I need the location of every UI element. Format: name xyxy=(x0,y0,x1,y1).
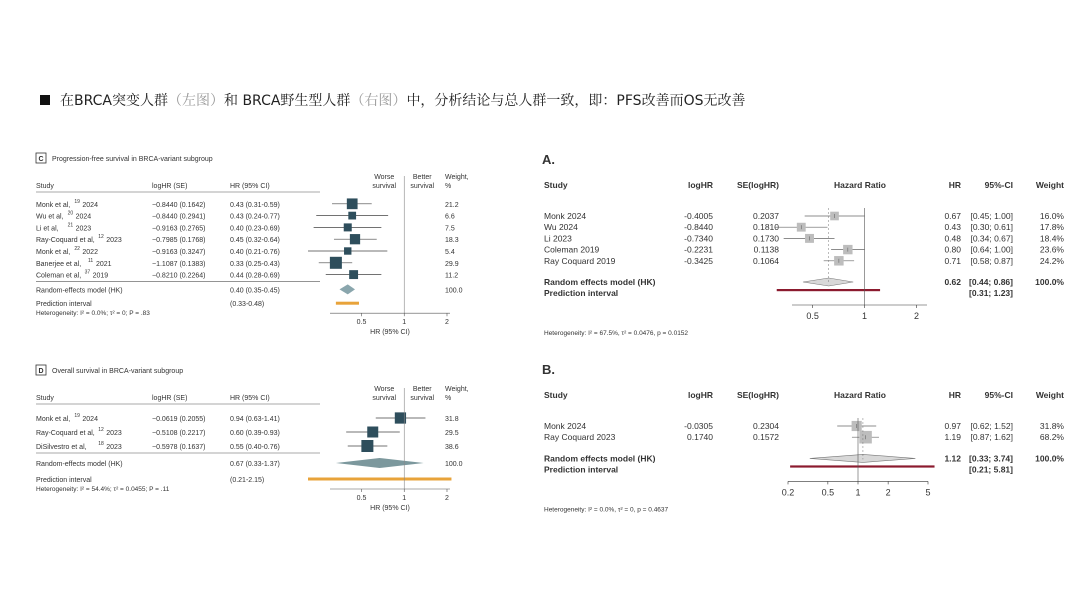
study-name-0: Monk 2024 xyxy=(544,211,587,221)
x-tick-label-1: 1 xyxy=(402,495,407,502)
x-tick-label-0: 0.5 xyxy=(356,319,367,327)
study-sup-0: 19 xyxy=(74,413,80,419)
col-loghr-se: logHR (SE) xyxy=(152,183,188,190)
x-tick-label-1: 0.5 xyxy=(821,487,835,498)
random-diamond xyxy=(810,454,916,462)
study-loghr-1: -0.8440 xyxy=(684,222,713,233)
random-hr: 0.40 (0.35-0.45) xyxy=(230,287,280,295)
study-ci-4: [0.58; 0.87] xyxy=(970,255,1013,266)
study-marker-4 xyxy=(344,247,351,254)
study-se-3: 0.1138 xyxy=(753,244,779,255)
study-hr-1: 1.19 xyxy=(944,432,961,443)
study-loghr-0: -0.4005 xyxy=(684,211,713,221)
col-hr-ci: HR (95% CI) xyxy=(230,183,270,190)
random-weight: 100.0 xyxy=(445,461,463,468)
study-ci-1: [0.87; 1.62] xyxy=(970,432,1013,443)
study-sup-0: 19 xyxy=(74,198,80,205)
slide-heading xyxy=(40,90,745,110)
forest-plot-b xyxy=(538,360,1068,520)
study-est-1: −0.8440 (0.2941) xyxy=(152,213,206,221)
random-label: Random-effects model (HK) xyxy=(36,287,123,295)
study-se-0: 0.2304 xyxy=(753,421,779,431)
col-weight: Weight xyxy=(1035,180,1064,190)
study-hr-6: 0.44 (0.28-0.69) xyxy=(230,272,280,280)
x-tick-label-1: 1 xyxy=(862,311,868,321)
prediction-ci: [0.21; 5.81] xyxy=(969,464,1013,475)
study-est-0: −0.0619 (0.2055) xyxy=(152,416,206,423)
col-weight-1: % xyxy=(445,395,452,402)
study-est-5: −1.1087 (0.1383) xyxy=(152,260,206,268)
study-weight-2: 7.5 xyxy=(445,225,455,233)
col-se: SE(logHR) xyxy=(736,390,779,400)
study-hr-3: 0.80 xyxy=(944,244,961,255)
study-weight-3: 23.6% xyxy=(1039,244,1064,255)
study-est-6: −0.8210 (0.2264) xyxy=(152,272,206,280)
prediction-bar xyxy=(336,302,359,305)
study-name-4: Ray Coquard 2019 xyxy=(544,255,616,266)
col-worse-0: Worse xyxy=(374,386,395,393)
prediction-label: Prediction interval xyxy=(36,301,92,309)
col-weight-0: Weight, xyxy=(445,386,469,393)
panel-label: B. xyxy=(542,362,555,377)
study-hr-3: 0.45 (0.32-0.64) xyxy=(230,237,280,245)
study-loghr-1: 0.1740 xyxy=(687,432,713,443)
study-weight-0: 31.8 xyxy=(445,416,459,423)
x-tick-label-1: 1 xyxy=(402,319,407,327)
study-name-2: Li et al, xyxy=(36,225,59,233)
col-worse-0: Worse xyxy=(374,174,395,181)
study-weight-4: 5.4 xyxy=(445,249,455,256)
study-year-1: 2023 xyxy=(106,430,122,437)
study-sup-2: 18 xyxy=(98,441,104,447)
x-tick-label-2: 2 xyxy=(445,495,449,502)
study-name-1: Wu et al, xyxy=(36,213,64,221)
study-est-4: −0.9163 (0.3247) xyxy=(152,249,206,256)
study-ci-1: [0.30; 0.61] xyxy=(970,222,1013,233)
study-hr-0: 0.43 (0.31-0.59) xyxy=(230,201,280,209)
col-loghr: logHR xyxy=(687,180,713,190)
col-hazard-ratio: Hazard Ratio xyxy=(834,390,886,400)
study-name-4: Monk et al, xyxy=(36,249,71,256)
study-ci-3: [0.64; 1.00] xyxy=(970,244,1013,255)
col-ci: 95%-CI xyxy=(984,180,1013,190)
panel-label: D xyxy=(38,368,44,375)
heterogeneity: Heterogeneity: I² = 0.0%; τ² = 0; P = .83 xyxy=(36,310,150,318)
study-year-2: 2023 xyxy=(106,444,122,451)
study-sup-1: 20 xyxy=(67,210,74,217)
forest-plot-c-pfs xyxy=(30,150,485,355)
study-se-2: 0.1730 xyxy=(753,233,779,244)
random-weight: 100.0 xyxy=(445,287,463,295)
study-marker-2 xyxy=(361,440,373,452)
study-hr-4: 0.40 (0.21-0.76) xyxy=(230,249,280,256)
study-est-1: −0.5108 (0.2217) xyxy=(152,430,206,437)
study-weight-5: 29.9 xyxy=(445,260,459,268)
heading-part-5: 中，分析结论与总人群一致，即：PFS改善而OS无改善 xyxy=(406,93,746,109)
panel-label: A. xyxy=(542,152,555,167)
col-worse-1: survival xyxy=(372,183,397,190)
x-tick-label-2: 2 xyxy=(914,311,920,321)
random-weight: 100.0% xyxy=(1035,453,1064,464)
col-worse-1: survival xyxy=(372,395,397,402)
col-hr: HR xyxy=(948,180,961,190)
study-weight-1: 68.2% xyxy=(1039,432,1064,443)
col-study: Study xyxy=(36,395,54,402)
forest-plot-a xyxy=(538,150,1068,355)
study-hr-0: 0.67 xyxy=(944,211,961,221)
study-ci-0: [0.62; 1.52] xyxy=(970,421,1013,431)
random-weight: 100.0% xyxy=(1035,277,1064,287)
study-se-4: 0.1064 xyxy=(753,255,779,266)
panel-label: C xyxy=(38,156,44,163)
col-study: Study xyxy=(36,183,54,190)
study-year-3: 2023 xyxy=(106,237,122,245)
study-hr-1: 0.43 (0.24-0.77) xyxy=(230,213,280,221)
study-hr-2: 0.48 xyxy=(944,233,961,244)
x-axis-label: HR (95% CI) xyxy=(370,329,410,337)
study-name-3: Ray-Coquard et al, xyxy=(36,237,95,245)
random-hr: 0.67 (0.33-1.37) xyxy=(230,461,280,468)
col-better-1: survival xyxy=(410,395,435,402)
col-better-0: Better xyxy=(412,386,432,393)
study-weight-3: 18.3 xyxy=(445,237,459,245)
study-marker-0 xyxy=(347,198,358,209)
study-name-5: Banerjee et al, xyxy=(36,260,82,268)
col-loghr: logHR xyxy=(687,390,713,400)
prediction-label: Prediction interval xyxy=(544,464,619,475)
study-marker-2 xyxy=(344,223,352,231)
study-weight-0: 16.0% xyxy=(1039,211,1064,221)
study-est-2: −0.9163 (0.2765) xyxy=(152,225,206,233)
col-weight-1: % xyxy=(445,183,452,190)
study-sup-6: 37 xyxy=(84,269,91,276)
study-weight-0: 21.2 xyxy=(445,201,459,209)
x-tick-label-3: 2 xyxy=(885,487,891,498)
study-name-3: Coleman 2019 xyxy=(544,244,600,255)
study-weight-2: 18.4% xyxy=(1039,233,1064,244)
study-weight-4: 24.2% xyxy=(1039,255,1064,266)
study-year-1: 2024 xyxy=(75,213,92,221)
col-se: SE(logHR) xyxy=(736,180,779,190)
study-hr-1: 0.43 xyxy=(944,222,961,233)
random-hr: 0.62 xyxy=(944,277,961,287)
study-weight-6: 11.2 xyxy=(445,272,459,280)
col-weight-0: Weight, xyxy=(445,174,469,181)
study-se-1: 0.1572 xyxy=(753,432,779,443)
study-sup-4: 22 xyxy=(74,246,80,252)
col-hr: HR xyxy=(948,390,961,400)
heading-part-1: 在BRCA突变人群 xyxy=(60,93,168,109)
col-study: Study xyxy=(544,390,568,400)
col-better-1: survival xyxy=(410,183,435,190)
x-tick-label-2: 2 xyxy=(445,319,449,327)
study-weight-1: 29.5 xyxy=(445,430,459,437)
random-hr: 1.12 xyxy=(944,453,961,464)
study-marker-3 xyxy=(350,234,360,244)
study-name-1: Wu 2024 xyxy=(544,222,578,233)
study-weight-0: 31.8% xyxy=(1039,421,1064,431)
study-hr-2: 0.55 (0.40-0.76) xyxy=(230,444,280,451)
study-year-2: 2023 xyxy=(75,225,92,233)
study-name-6: Coleman et al, xyxy=(36,272,82,280)
study-loghr-2: -0.7340 xyxy=(684,233,713,244)
study-name-1: Ray-Coquard et al, xyxy=(36,430,95,437)
heterogeneity: Heterogeneity: I² = 0.0%, τ² = 0, p = 0.4637 xyxy=(544,506,669,514)
study-marker-1 xyxy=(367,427,378,438)
col-ci: 95%-CI xyxy=(984,390,1013,400)
study-name-1: Ray Coquard 2023 xyxy=(544,432,616,443)
study-name-0: Monk 2024 xyxy=(544,421,587,431)
x-tick-label-0: 0.5 xyxy=(356,495,367,502)
prediction-ci: [0.31; 1.23] xyxy=(969,288,1013,298)
prediction-bar xyxy=(790,465,934,467)
study-loghr-0: -0.0305 xyxy=(684,421,713,431)
study-weight-1: 6.6 xyxy=(445,213,455,221)
random-diamond xyxy=(336,458,424,468)
study-hr-0: 0.97 xyxy=(944,421,961,431)
heterogeneity: Heterogeneity: I² = 67.5%, τ² = 0.0476, p = 0.0152 xyxy=(544,330,689,337)
study-year-0: 2024 xyxy=(82,416,98,423)
random-label: Random-effects model (HK) xyxy=(36,461,123,468)
study-se-0: 0.2037 xyxy=(753,211,779,221)
study-year-5: 2021 xyxy=(96,260,112,268)
heterogeneity: Heterogeneity: I² = 54.4%; τ² = 0.0455; P = .11 xyxy=(36,486,170,493)
study-marker-1 xyxy=(348,212,356,220)
heading-part-3: 和 BRCA野生型人群 xyxy=(224,93,351,109)
study-name-2: Li 2023 xyxy=(544,233,572,244)
study-sup-5: 11 xyxy=(88,257,94,264)
x-tick-label-0: 0.5 xyxy=(806,311,819,321)
heading-part-2: （左图） xyxy=(168,93,224,109)
prediction-text: (0.21-2.15) xyxy=(230,477,265,484)
col-study: Study xyxy=(544,180,568,190)
prediction-text: (0.33-0.48) xyxy=(230,301,265,309)
study-sup-2: 21 xyxy=(67,222,74,229)
x-tick-label-4: 5 xyxy=(925,487,931,498)
panel-title: Overall survival in BRCA-variant subgroup xyxy=(52,368,184,375)
random-diamond xyxy=(340,284,355,294)
study-hr-1: 0.60 (0.39-0.93) xyxy=(230,430,280,437)
study-name-0: Monk et al, xyxy=(36,201,71,209)
study-hr-4: 0.71 xyxy=(944,255,961,266)
forest-plot-d-os xyxy=(30,362,485,522)
study-hr-0: 0.94 (0.63-1.41) xyxy=(230,416,280,423)
heading-part-4: （右图） xyxy=(350,93,407,109)
random-ci: [0.33; 3.74] xyxy=(969,453,1013,464)
study-hr-5: 0.33 (0.25-0.43) xyxy=(230,260,280,268)
study-year-6: 2019 xyxy=(92,272,109,280)
random-label: Random effects model (HK) xyxy=(544,277,656,287)
study-weight-2: 38.6 xyxy=(445,444,459,451)
study-sup-3: 12 xyxy=(98,234,104,241)
study-loghr-3: -0.2231 xyxy=(684,244,713,255)
study-marker-5 xyxy=(330,257,342,269)
panel-title: Progression-free survival in BRCA-variant subgroup xyxy=(52,156,213,163)
study-year-0: 2024 xyxy=(82,201,98,209)
study-year-4: 2022 xyxy=(82,249,98,256)
study-name-0: Monk et al, xyxy=(36,416,71,423)
study-name-2: DiSilvestro et al, xyxy=(36,444,87,451)
square-bullet-icon xyxy=(40,95,50,105)
prediction-bar xyxy=(308,478,451,481)
study-est-0: −0.8440 (0.1642) xyxy=(152,201,206,209)
prediction-label: Prediction interval xyxy=(544,288,619,298)
col-weight: Weight xyxy=(1035,390,1064,400)
random-ci: [0.44; 0.86] xyxy=(969,277,1013,287)
study-marker-6 xyxy=(349,270,358,279)
study-ci-0: [0.45; 1.00] xyxy=(970,211,1013,221)
col-hazard-ratio: Hazard Ratio xyxy=(834,180,886,190)
col-loghr-se: logHR (SE) xyxy=(152,395,188,402)
prediction-label: Prediction interval xyxy=(36,477,92,484)
study-weight-1: 17.8% xyxy=(1039,222,1064,233)
study-ci-2: [0.34; 0.67] xyxy=(970,233,1013,244)
study-loghr-4: -0.3425 xyxy=(684,255,713,266)
study-est-3: −0.7985 (0.1768) xyxy=(152,237,206,245)
random-label: Random effects model (HK) xyxy=(544,453,656,464)
study-hr-2: 0.40 (0.23-0.69) xyxy=(230,225,280,233)
study-se-1: 0.1810 xyxy=(753,222,779,233)
x-tick-label-2: 1 xyxy=(855,487,861,498)
random-diamond xyxy=(803,278,853,286)
x-tick-label-0: 0.2 xyxy=(781,487,795,498)
study-est-2: −0.5978 (0.1637) xyxy=(152,444,206,451)
col-better-0: Better xyxy=(412,174,432,181)
study-sup-1: 12 xyxy=(98,427,104,433)
x-axis-label: HR (95% CI) xyxy=(370,505,410,512)
col-hr-ci: HR (95% CI) xyxy=(230,395,270,402)
